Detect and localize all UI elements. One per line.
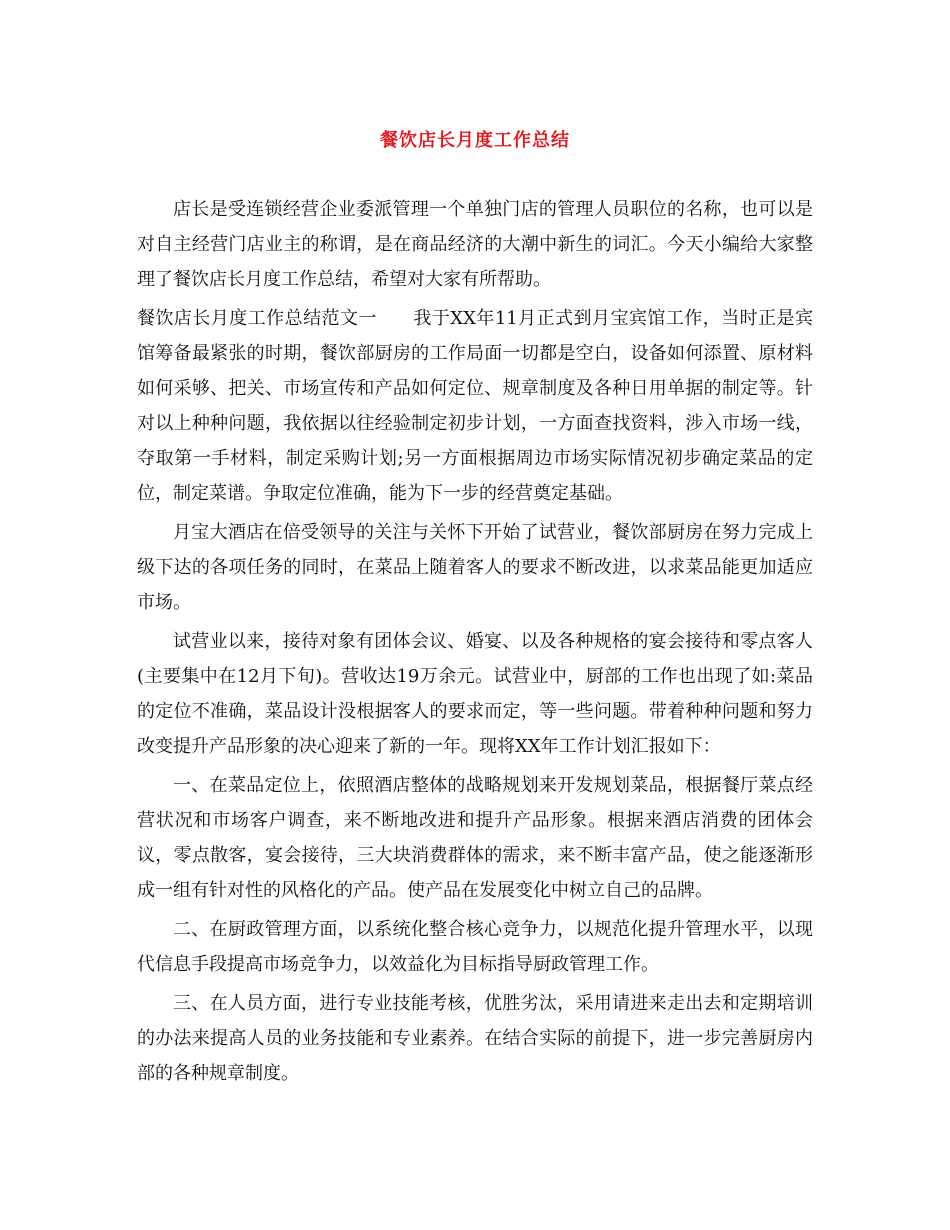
paragraph: 一、在菜品定位上，依照酒店整体的战略规划来开发规划菜品，根据餐厅菜点经营状况和市场客户调查，来不断地改进和提升产品形象。根据来酒店消费的团体会议，零点散客，宴会接待，三大块消费群体的需求，来不断丰富产品，使之能逐渐形成一组有针对性的风格化的产品。使产品在发展变化中树立自己的品牌。 (137, 775, 813, 901)
paragraph: 二、在厨政管理方面，以系统化整合核心竞争力，以规范化提升管理水平，以现代信息手段提高市场竞争力，以效益化为目标指导厨政管理工作。 (137, 919, 813, 975)
paragraph: 试营业以来，接待对象有团体会议、婚宴、以及各种规格的宴会接待和零点客人(主要集中在12月下旬)。营收达19万余元。试营业中，厨部的工作也出现了如:菜品的定位不准确，菜品设计没根据客人的要求而定，等一些问题。带着种种问题和努力改变提升产品形象的决心迎来了新的一年。现将XX年工作计划汇报如下： (137, 631, 813, 757)
document-body (137, 192, 813, 1095)
sample-first-text: 我于XX年11月正式到月宝宾馆工作，当时正是宾馆筹备最紧张的时期，餐饮部厨房的工作局面一切都是空白，设备如何添置、原材料如何采够、把关、市场宣传和产品如何定位、规章制度及各种日用单据的制定等。针对以上种种问题，我依据以往经验制定初步计划，一方面查找资料，涉入市场一线，夺取第一手材料，制定采购计划;另一方面根据周边市场实际情况初步确定菜品的定位，制定菜谱。争取定位准确，能为下一步的经营奠定基础。 (137, 308, 814, 504)
paragraph: 月宝大酒店在倍受领导的关注与关怀下开始了试营业，餐饮部厨房在努力完成上级下达的各项任务的同时，在菜品上随着客人的要求不断改进，以求菜品能更加适应市场。 (137, 522, 813, 613)
intro-paragraph: 店长是受连锁经营企业委派管理一个单独门店的管理人员职位的名称，也可以是对自主经营门店业主的称谓，是在商品经济的大潮中新生的词汇。今天小编给大家整理了餐饮店长月度工作总结，希望对大家有所帮助。 (137, 199, 813, 290)
paragraph: 三、在人员方面，进行专业技能考核，优胜劣汰，采用请进来走出去和定期培训的办法来提高人员的业务技能和专业素养。在结合实际的前提下，进一步完善厨房内部的各种规章制度。 (137, 993, 813, 1084)
document-title: 餐饮店长月度工作总结 (380, 130, 570, 151)
sample-heading: 餐饮店长月度工作总结范文一 (137, 308, 377, 329)
sample-paragraph (137, 301, 813, 511)
